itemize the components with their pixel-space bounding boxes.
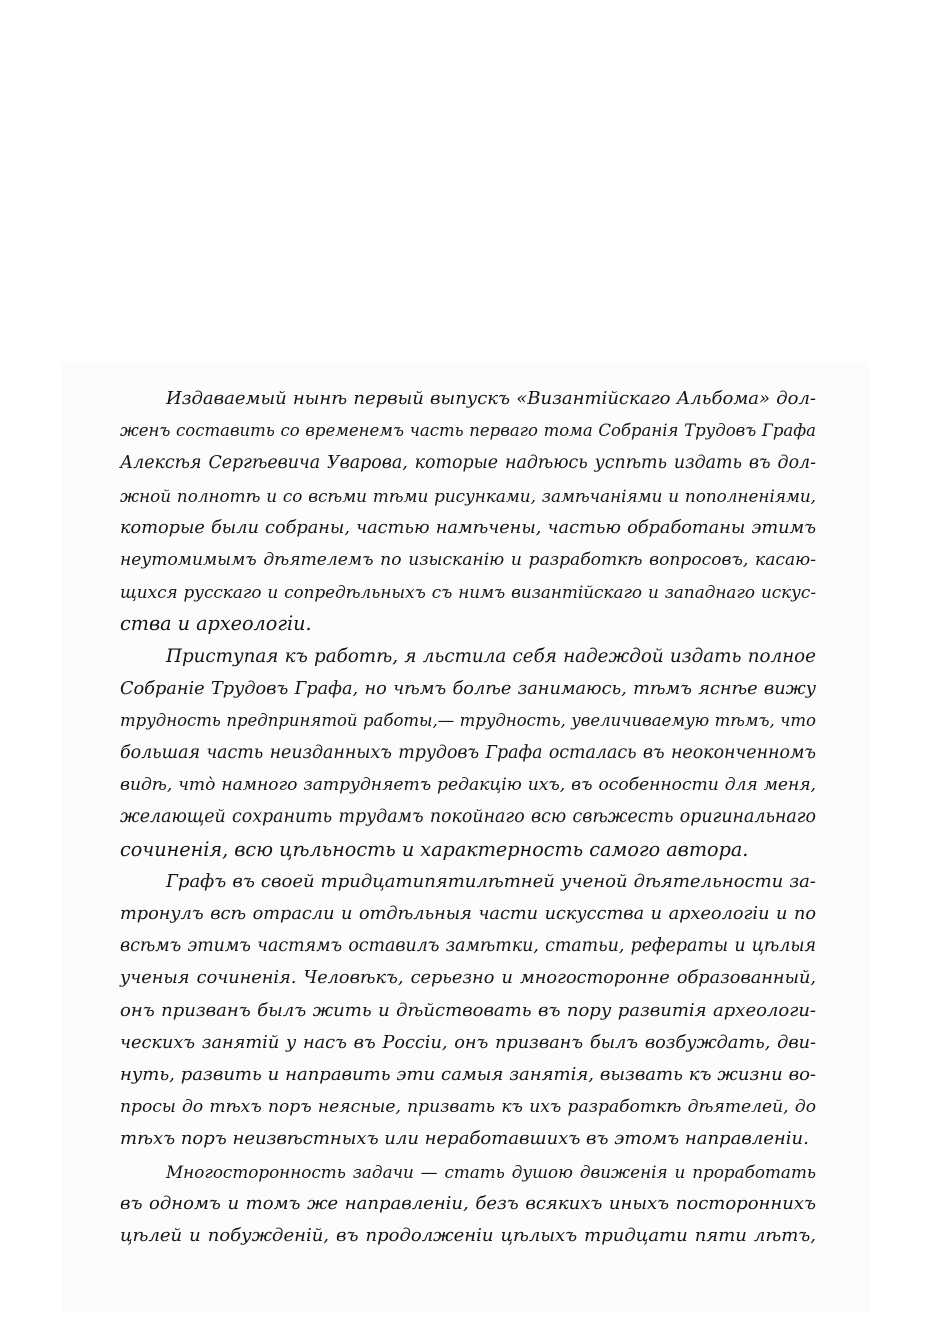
text-line: неутомимымъ дѣятелемъ по изысканію и разработкѣ вопросовъ, касаю-: [120, 549, 816, 570]
text-line: Издаваемый нынѣ первый выпускъ «Византійскаго Альбома» дол-: [166, 388, 816, 409]
text-line: ческихъ занятій у насъ въ Россіи, онъ призванъ былъ возбуждать, дви-: [120, 1032, 816, 1053]
text-line: Собраніе Трудовъ Графа, но чѣмъ болѣе занимаюсь, тѣмъ яснѣе вижу: [120, 678, 816, 699]
paragraph-4: [120, 1156, 816, 1253]
text-line: Алексѣя Сергѣевича Уварова, которые надѣюсь успѣть издать въ дол-: [120, 453, 816, 474]
text-line: Многосторонность задачи — стать душою движенія и проработать: [166, 1161, 816, 1182]
text-line: всѣмъ этимъ частямъ оставилъ замѣтки, статьи, рефераты и цѣлыя: [120, 936, 816, 957]
text-line: большая часть неизданныхъ трудовъ Графа осталась въ неоконченномъ: [120, 743, 816, 764]
text-line: щихся русскаго и сопредѣльныхъ съ нимъ византійскаго и западнаго искус-: [120, 582, 816, 603]
text-line: трудность предпринятой работы,— трудность, увеличиваемую тѣмъ, что: [120, 710, 816, 730]
text-line: просы до тѣхъ поръ неясные, призвать къ ихъ разработкѣ дѣятелей, до: [120, 1097, 816, 1118]
text-line: ученыя сочиненія. Человѣкъ, серьезно и многосторонне образованный,: [120, 968, 816, 989]
text-line: нуть, развить и направить эти самыя занятія, вызвать къ жизни во-: [120, 1063, 816, 1085]
text-line: Графъ въ своей тридцатипятилѣтней ученой дѣятельности за-: [166, 870, 816, 892]
text-line: желающей сохранить трудамъ покойнаго всю свѣжесть оригинальнаго: [120, 807, 816, 828]
text-line: сочиненія, всю цѣльность и характерность самого автора.: [120, 837, 749, 861]
document-body: [120, 383, 816, 1252]
text-line: женъ составить со временемъ часть перваго тома Собранія Трудовъ Графа: [120, 421, 816, 441]
text-line: тронулъ всѣ отрасли и отдѣльныя части искусства и археологіи и по: [120, 904, 816, 924]
paragraph-3: [120, 866, 816, 1156]
text-line: Приступая къ работѣ, я льстила себя надеждой издать полное: [166, 645, 816, 667]
text-line: въ одномъ и томъ же направленіи, безъ всякихъ иныхъ постороннихъ: [120, 1192, 816, 1214]
text-line: видѣ, что̀ намного затрудняетъ редакцію ихъ, въ особенности для меня,: [120, 775, 816, 796]
text-line: которые были собраны, частью намѣчены, частью обработаны этимъ: [120, 517, 816, 538]
text-line: цѣлей и побужденій, въ продолженіи цѣлыхъ тридцати пяти лѣтъ,: [120, 1224, 816, 1246]
text-line: тѣхъ поръ неизвѣстныхъ или неработавшихъ въ этомъ направленіи.: [120, 1128, 809, 1150]
text-line: жной полнотѣ и со всѣми тѣми рисунками, замѣчаніями и пополненіями,: [120, 485, 816, 506]
text-line: ства и археологіи.: [120, 612, 312, 636]
text-line: онъ призванъ былъ жить и дѣйствовать въ пору развитія археологи-: [120, 999, 816, 1021]
paragraph-2: [120, 641, 816, 866]
paragraph-1: [120, 383, 816, 641]
